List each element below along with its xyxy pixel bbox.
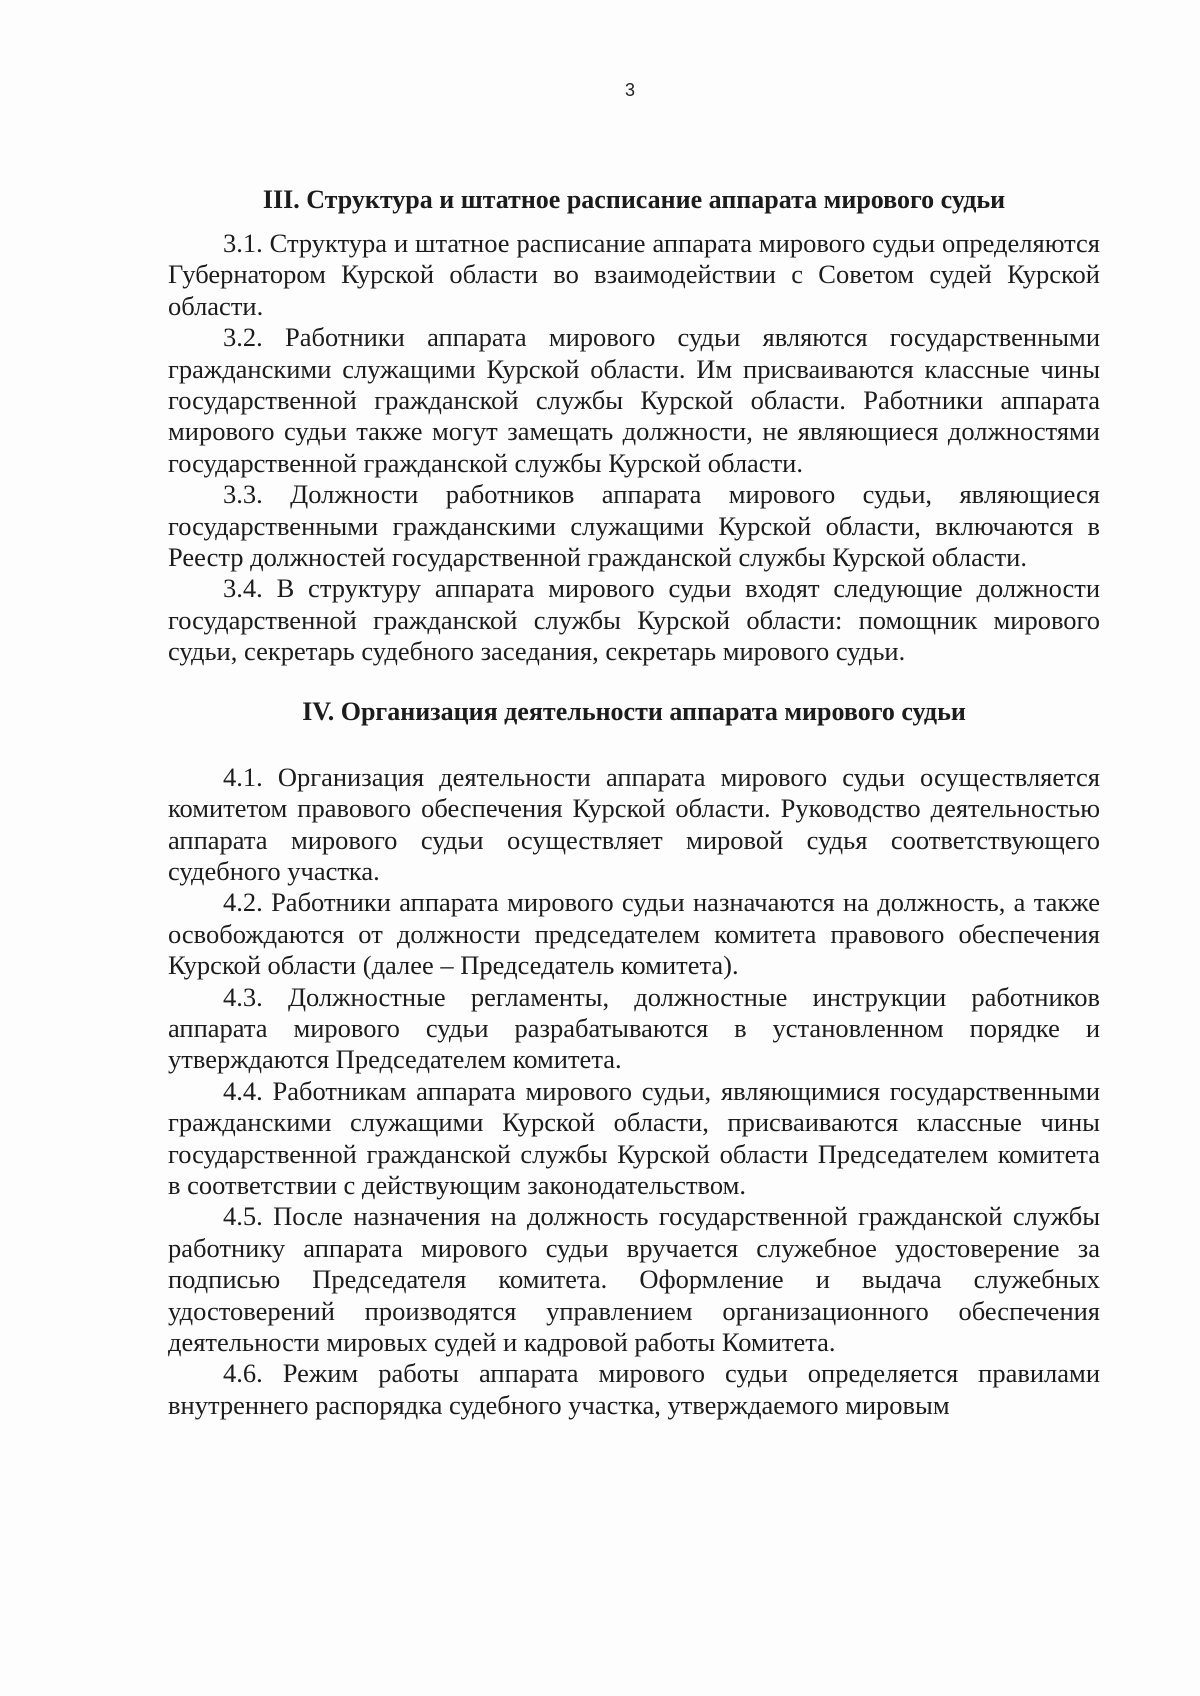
paragraph-4-4: 4.4. Работникам аппарата мирового судьи, являющимися государственными гражданскими служащими Курской области, присваиваются классные чины государственной гражданской службы Курской области Председателем комитета в соответствии с действующим законодательством. [168, 1075, 1100, 1200]
paragraph-3-4: 3.4. В структуру аппарата мирового судьи входят следующие должности государственной гражданской службы Курской области: помощник мирового судьи, секретарь судебного заседания, секретарь мирового судьи. [168, 573, 1100, 667]
paragraph-3-2: 3.2. Работники аппарата мирового судьи являются государственными гражданскими служащими Курской области. Им присваиваются классные чины государственной гражданской службы Курской области. Работники аппарата мирового судьи также могут замещать должности, не являющиеся должностями государственной гражданской службы Курской области. [168, 322, 1100, 478]
paragraph-4-2: 4.2. Работники аппарата мирового судьи назначаются на должность, а также освобождаются от должности председателем комитета правового обеспечения Курской области (далее – Председатель комитета). [168, 887, 1100, 981]
section-title: IV. Организация деятельности аппарата мирового судьи [302, 696, 966, 726]
section-title: III. Структура и штатное расписание аппарата мирового судьи [262, 185, 1006, 214]
paragraph-4-1: 4.1. Организация деятельности аппарата мирового судьи осуществляется комитетом правового обеспечения Курской области. Руководство деятельностью аппарата мирового судьи осуществляет мировой судья соответствующего судебного участка. [168, 761, 1100, 886]
paragraph-3-3: 3.3. Должности работников аппарата мирового судьи, являющиеся государственными гражданскими служащими Курской области, включаются в Реестр должностей государственной гражданской службы Курской области. [168, 479, 1100, 573]
section-3 [168, 182, 1100, 668]
paragraph-4-3: 4.3. Должностные регламенты, должностные инструкции работников аппарата мирового судьи разрабатываются в установленном порядке и утверждаются Председателем комитета. [168, 981, 1100, 1075]
paragraph-4-6: 4.6. Режим работы аппарата мирового судьи определяется правилами внутреннего распорядка судебного участка, утверждаемого мировым [168, 1358, 1100, 1420]
section-4 [168, 694, 1100, 1422]
document-body [168, 182, 1100, 1421]
paragraph-3-1: 3.1. Структура и штатное расписание аппарата мирового судьи определяются Губернатором Курской области во взаимодействии с Советом судей Курской области. [168, 228, 1100, 321]
paragraph-4-5: 4.5. После назначения на должность государственной гражданской службы работнику аппарата мирового судьи вручается служебное удостоверение за подписью Председателя комитета. Оформление и выдача служебных удостоверений производятся управлением организационного обеспечения деятельности мировых судей и кадровой работы Комитета. [168, 1201, 1100, 1357]
page-number: 3 [624, 80, 635, 100]
